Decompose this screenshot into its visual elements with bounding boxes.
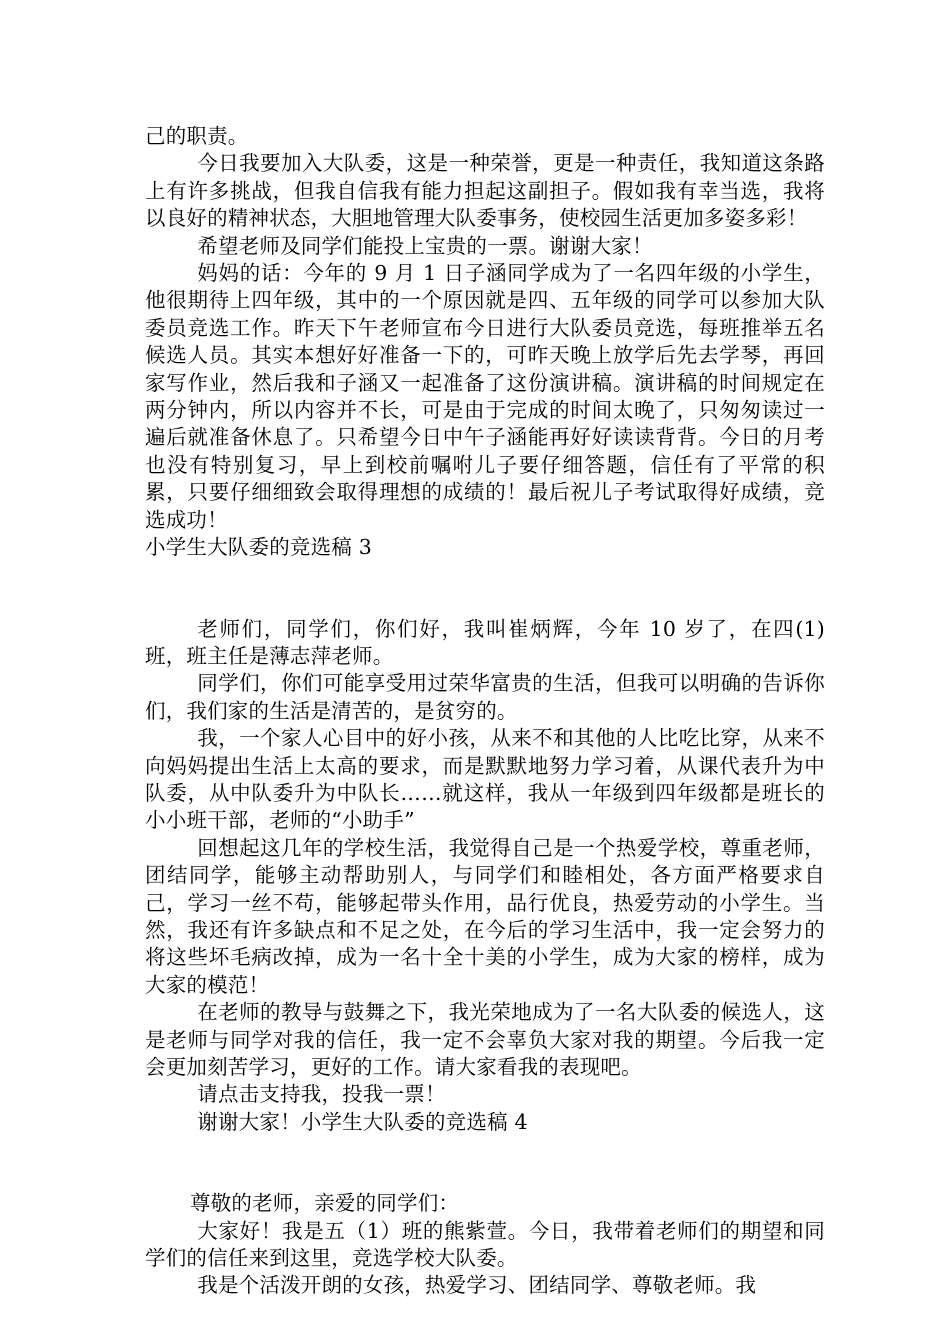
paragraph-3: 希望老师及同学们能投上宝贵的一票。谢谢大家！ (197, 233, 653, 258)
paragraph-2: 今日我要加入大队委，这是一种荣誉，更是一种责任，我知道这条路上有许多挑战，但我自信我有能力担起这副担子。假如我有幸当选，我将以良好的精神状态，大胆地管理大队委事务，使校园生活更加多姿多彩！ (145, 151, 825, 231)
section-heading-3: 小学生大队委的竞选稿 3 (145, 535, 372, 560)
paragraph-6: 同学们，你们可能享受用过荣华富贵的生活，但我可以明确的告诉你们，我们家的生活是清苦的，是贫穷的。 (145, 671, 825, 723)
paragraph-12: 我是个活泼开朗的女孩，热爱学习、团结同学、尊敬老师。我 (197, 1273, 757, 1298)
paragraph-9: 在老师的教导与鼓舞之下，我光荣地成为了一名大队委的候选人，这是老师与同学对我的信任，我一定不会辜负大家对我的期望。今后我一定会更加刻苦学习，更好的工作。请大家看我的表现吧。 (145, 1000, 825, 1079)
paragraph-10: 请点击支持我，投我一票！ (197, 1082, 446, 1107)
paragraph-5: 老师们，同学们，你们好，我叫崔炳辉，今年 10 岁了，在四(1)班，班主任是薄志萍老师。 (145, 616, 825, 668)
section-heading-4: 谢谢大家！小学生大队委的竞选稿 4 (197, 1109, 528, 1134)
section-gap (145, 562, 825, 616)
paragraph-4: 妈妈的话：今年的 9 月 1 日子涵同学成为了一名四年级的小学生，他很期待上四年级，其中的一个原因就是四、五年级的同学可以参加大队委员竞选工作。昨天下午老师宣布今日进行大队委员竞选，每班推举五名候选人员。其实本想好好准备一下的，可昨天晚上放学后先去学琴，再回家写作业，然后我和子涵又一起准备了这份演讲稿。演讲稿的时间规定在两分钟内，所以内容并不长，可是由于完成的时间太晚了，只匆匆读过一遍后就准备休息了。只希望今日中午子涵能再好好读读背背。今日的月考也没有特别复习，早上到校前嘱咐儿子要仔细答题，信任有了平常的积累，只要仔细细致会取得理想的成绩的！最后祝儿子考试取得好成绩，竞选成功！ (145, 261, 825, 532)
section-gap (145, 1136, 825, 1190)
salutation: 尊敬的老师，亲爱的同学们： (190, 1191, 460, 1216)
paragraph-7: 我，一个家人心目中的好小孩，从来不和其他的人比吃比穿，从来不向妈妈提出生活上太高的要求，而是默默地努力学习着，从课代表升为中队委，从中队委升为中队长……就这样，我从一年级到四年级都是班长的小小班干部，老师的“小助手” (145, 726, 825, 833)
document-page (145, 123, 825, 1300)
paragraph-8: 回想起这几年的学校生活，我觉得自己是一个热爱学校，尊重老师，团结同学，能够主动帮助别人，与同学们和睦相处，各方面严格要求自己，学习一丝不苟，能够起带头作用，品行优良，热爱劳动的小学生。当然，我还有许多缺点和不足之处，在今后的学习生活中，我一定会努力的将这些坏毛病改掉，成为一名十全十美的小学生，成为大家的榜样，成为大家的模范！ (145, 835, 825, 997)
paragraph-1: 己的职责。 (145, 124, 249, 148)
paragraph-11: 大家好！我是五（1）班的熊紫萱。今日，我带着老师们的期望和同学们的信任来到这里，竞选学校大队委。 (145, 1218, 825, 1271)
